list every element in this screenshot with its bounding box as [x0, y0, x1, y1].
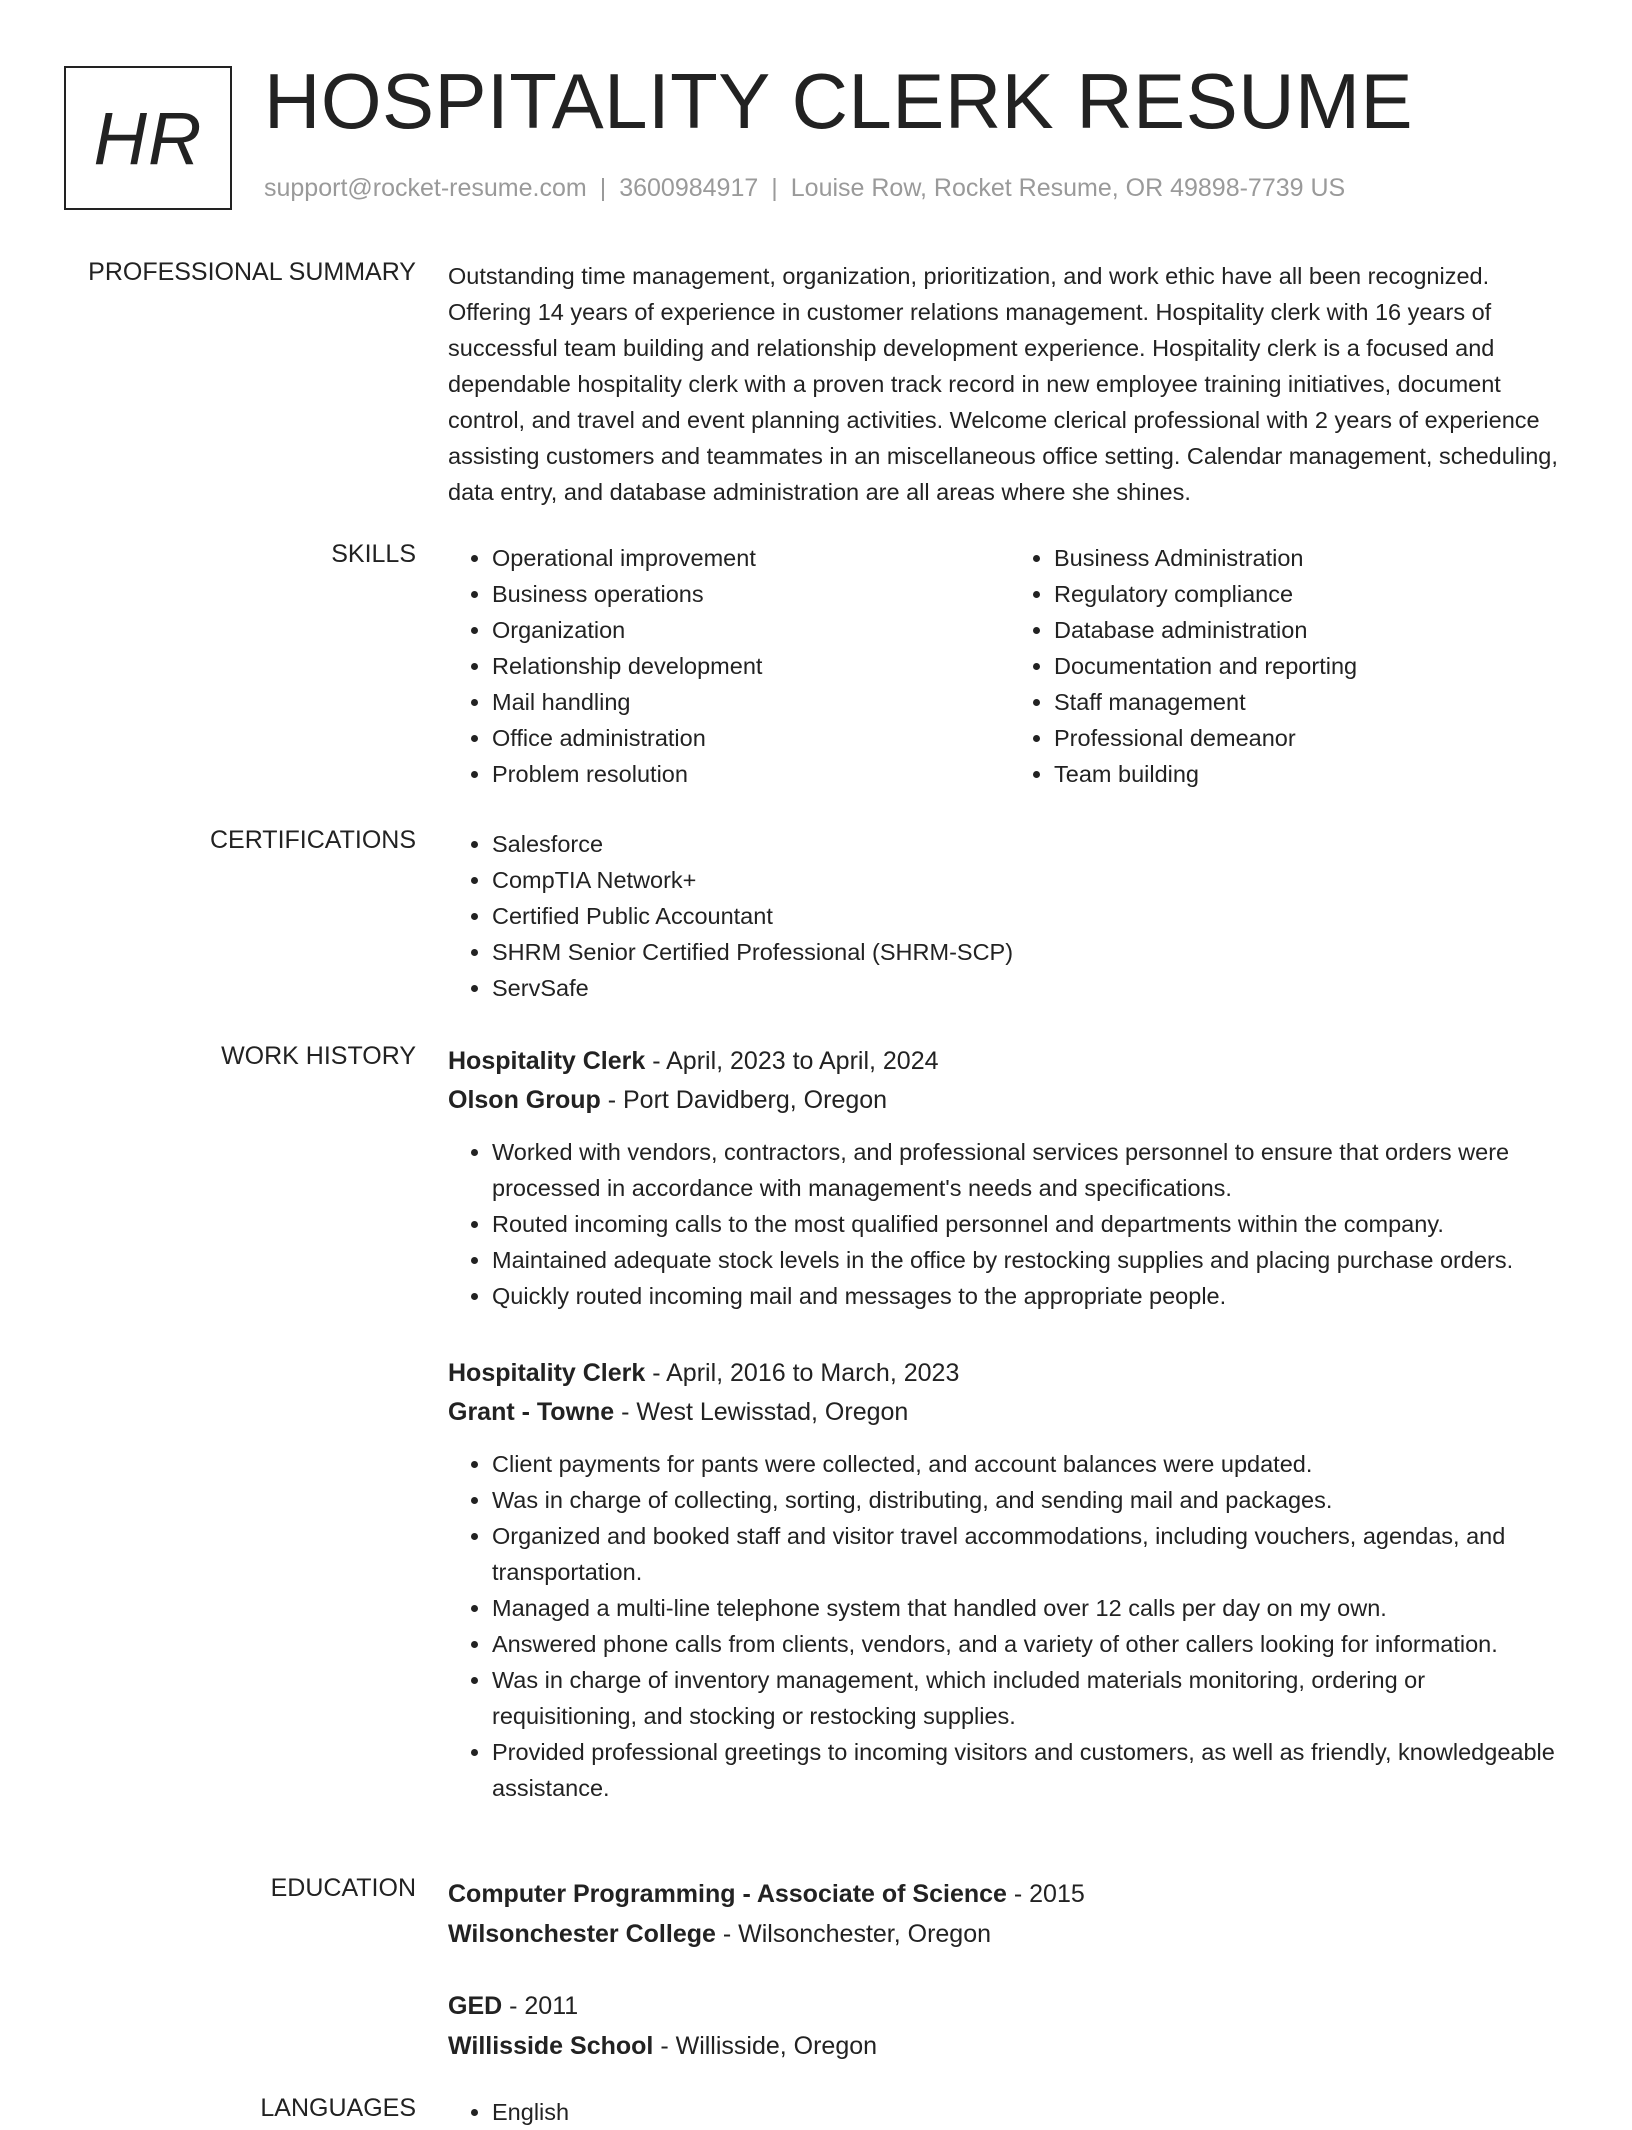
- job-bullet: • Managed a multi-line telephone system that handled over 12 calls per day on my own.: [492, 1590, 1572, 1626]
- resume-title: HOSPITALITY CLERK RESUME: [264, 57, 1414, 145]
- job-bullet: • Routed incoming calls to the most qualified personnel and departments within the company.: [492, 1206, 1572, 1242]
- education-year: - 2015: [1006, 1880, 1085, 1908]
- section-label-languages: LANGUAGES: [260, 2094, 416, 2122]
- job-company: Olson Group: [448, 1086, 601, 1114]
- work-history-content: [448, 1042, 1572, 1806]
- job-title-line: [448, 1042, 1572, 1081]
- monogram-logo: HR: [64, 66, 232, 210]
- certification-item: • Salesforce: [492, 826, 1572, 862]
- education-location: - Willisside, Oregon: [653, 2032, 878, 2060]
- job-company: Grant - Towne: [448, 1398, 615, 1426]
- job-title-line: [448, 1354, 1572, 1393]
- job-location: - West Lewisstad, Oregon: [614, 1398, 909, 1426]
- education-school-line: [448, 1914, 1572, 1954]
- skill-item: • Organization: [492, 612, 1010, 648]
- job-bullet: • Client payments for pants were collected, and account balances were updated.: [492, 1446, 1572, 1482]
- education-degree: Computer Programming - Associate of Science: [448, 1880, 1007, 1908]
- job-company-line: [448, 1081, 1572, 1120]
- skill-item: • Regulatory compliance: [1054, 576, 1572, 612]
- contact-separator: |: [599, 174, 607, 202]
- education-content: [448, 1874, 1572, 2066]
- job-dates: - April, 2023 to April, 2024: [645, 1047, 939, 1075]
- section-label-skills: SKILLS: [331, 540, 416, 568]
- skill-item: • Business Administration: [1054, 540, 1572, 576]
- job-entry: [448, 1042, 1572, 1314]
- section-label-summary: PROFESSIONAL SUMMARY: [88, 258, 416, 286]
- education-location: - Wilsonchester, Oregon: [715, 1920, 992, 1948]
- certification-item: • Certified Public Accountant: [492, 898, 1572, 934]
- skills-list-left: [448, 540, 1010, 792]
- skill-item: • Office administration: [492, 720, 1010, 756]
- certifications-content: [448, 826, 1572, 1006]
- skill-item: • Operational improvement: [492, 540, 1010, 576]
- languages-content: [448, 2094, 1572, 2130]
- contact-line: [264, 174, 1345, 203]
- contact-address: Louise Row, Rocket Resume, OR 49898-7739 US: [790, 174, 1346, 202]
- job-bullet: • Was in charge of inventory management, which included materials monitoring, ordering or requisitioning, and stocking or restocking supplies.: [492, 1662, 1572, 1734]
- job-bullet: • Maintained adequate stock levels in the office by restocking supplies and placing purchase orders.: [492, 1242, 1572, 1278]
- job-bullet: • Answered phone calls from clients, vendors, and a variety of other callers looking for information.: [492, 1626, 1572, 1662]
- education-degree-line: [448, 1986, 1572, 2026]
- section-label-work-history: WORK HISTORY: [221, 1042, 416, 1070]
- job-title: Hospitality Clerk: [448, 1047, 646, 1075]
- skill-item: • Professional demeanor: [1054, 720, 1572, 756]
- education-degree: GED: [448, 1992, 503, 2020]
- skill-item: • Relationship development: [492, 648, 1010, 684]
- education-degree-line: [448, 1874, 1572, 1914]
- education-entry: [448, 1986, 1572, 2066]
- education-school-line: [448, 2026, 1572, 2066]
- skill-item: • Team building: [1054, 756, 1572, 792]
- job-company-line: [448, 1393, 1572, 1432]
- certification-item: • SHRM Senior Certified Professional (SHRM-SCP): [492, 934, 1572, 970]
- job-bullets: [448, 1446, 1572, 1806]
- languages-list: [448, 2094, 1572, 2130]
- skill-item: • Problem resolution: [492, 756, 1010, 792]
- skill-item: • Business operations: [492, 576, 1010, 612]
- summary-text: Outstanding time management, organization, prioritization, and work ethic have all been recognized. Offering 14 years of experience in customer relations management. Hospitality clerk with 16 years of successful team building and relationship development experience. Hospitality clerk is a focused and dependable hospitality clerk with a proven track record in new employee training initiatives, document control, and travel and event planning activities. Welcome clerical professional with 2 years of experience assisting customers and teammates in an miscellaneous office setting. Calendar management, scheduling, data entry, and database administration are all areas where she shines.: [448, 263, 1558, 505]
- job-bullet: • Worked with vendors, contractors, and professional services personnel to ensure that orders were processed in accordance with management's needs and specifications.: [492, 1134, 1572, 1206]
- skill-item: • Documentation and reporting: [1054, 648, 1572, 684]
- job-bullet: • Organized and booked staff and visitor travel accommodations, including vouchers, agendas, and transportation.: [492, 1518, 1572, 1590]
- education-entry: [448, 1874, 1572, 1954]
- certification-item: • ServSafe: [492, 970, 1572, 1006]
- section-label-education: EDUCATION: [270, 1874, 416, 1902]
- job-dates: - April, 2016 to March, 2023: [645, 1359, 960, 1387]
- job-bullet: • Quickly routed incoming mail and messages to the appropriate people.: [492, 1278, 1572, 1314]
- job-bullets: [448, 1134, 1572, 1314]
- section-label-certifications: CERTIFICATIONS: [209, 826, 416, 854]
- contact-email[interactable]: support@rocket-resume.com: [264, 174, 587, 202]
- skills-columns: [448, 540, 1572, 792]
- job-entry: [448, 1354, 1572, 1806]
- skill-item: • Staff management: [1054, 684, 1572, 720]
- job-location: - Port Davidberg, Oregon: [600, 1086, 888, 1114]
- skill-item: • Mail handling: [492, 684, 1010, 720]
- education-school: Willisside School: [448, 2032, 654, 2060]
- language-item: • English: [492, 2094, 1572, 2130]
- education-year: - 2011: [502, 1992, 579, 2020]
- contact-separator: |: [771, 174, 778, 202]
- education-school: Wilsonchester College: [448, 1920, 716, 1948]
- contact-phone[interactable]: 3600984917: [619, 174, 759, 202]
- job-bullet: • Was in charge of collecting, sorting, distributing, and sending mail and packages.: [492, 1482, 1572, 1518]
- skill-item: • Database administration: [1054, 612, 1572, 648]
- skills-list-right: [1010, 540, 1572, 792]
- job-bullet: • Provided professional greetings to incoming visitors and customers, as well as friendly, knowledgeable assistance.: [492, 1734, 1572, 1806]
- job-title: Hospitality Clerk: [448, 1359, 646, 1387]
- certifications-list: [448, 826, 1572, 1006]
- certification-item: • CompTIA Network+: [492, 862, 1572, 898]
